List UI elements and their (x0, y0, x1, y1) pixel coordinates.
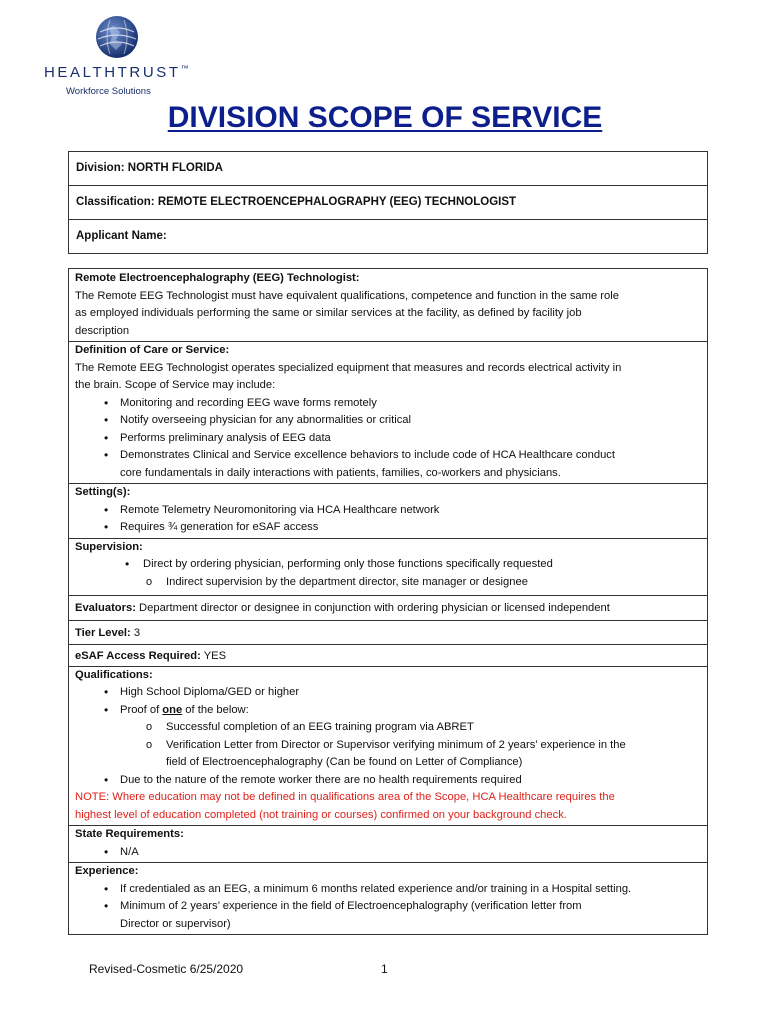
role-text-line: description (75, 324, 130, 337)
qualifications-section (69, 667, 707, 827)
qualifications-bullet: • Proof of one of the below: (75, 702, 701, 720)
definition-text-line: The Remote EEG Technologist operates specialized equipment that measures and records electrical activity in (75, 361, 622, 374)
experience-bullet-continuation: Director or supervisor) (120, 917, 231, 930)
classification-label: Classification: (76, 196, 155, 208)
applicant-name-label: Applicant Name: (76, 230, 167, 242)
evaluators-value: Department director or designee in conjunction with ordering physician or licensed independent (139, 602, 610, 614)
company-logo (44, 14, 194, 97)
qualifications-heading: Qualifications: (75, 668, 153, 681)
classification-row (69, 186, 707, 220)
revision-date: Revised-Cosmetic 6/25/2020 (89, 962, 244, 976)
tier-level-section (69, 621, 707, 646)
esaf-value: YES (203, 650, 227, 662)
settings-bullet: • Remote Telemetry Neuromonitoring via HCA Healthcare network (75, 502, 701, 520)
definition-bullet: • Demonstrates Clinical and Service excellence behaviors to include code of HCA Healthcare conduct (75, 447, 701, 465)
tier-level-label: Tier Level: (75, 626, 131, 639)
qualifications-bullet: • Due to the nature of the remote worker there are no health requirements required (75, 772, 701, 790)
settings-bullet: • Requires ¾ generation for eSAF access (75, 519, 701, 537)
definition-bullet-continuation: core fundamentals in daily interactions with patients, families, co-workers and physicians. (120, 466, 561, 479)
division-label: Division: (76, 162, 125, 174)
evaluators-section (69, 596, 707, 621)
state-requirements-bullet: • N/A (75, 844, 701, 862)
emphasis-one: one (162, 703, 183, 716)
supervision-bullet: • Direct by ordering physician, performing only those functions specifically requested (75, 556, 701, 574)
experience-bullet: • If credentialed as an EEG, a minimum 6 months related experience and/or training in a Hospital setting. (75, 881, 701, 899)
definition-bullet: • Monitoring and recording EEG wave forms remotely (75, 395, 701, 413)
division-value: NORTH FLORIDA (127, 162, 223, 174)
settings-heading: Setting(s): (75, 486, 131, 498)
page-number: 1 (381, 962, 388, 976)
definition-section (69, 342, 707, 484)
division-row (69, 152, 707, 186)
state-requirements-heading: State Requirements: (75, 828, 184, 840)
education-note: highest level of education completed (not training or courses) confirmed on your background check. (75, 808, 567, 821)
supervision-heading: Supervision: (75, 540, 143, 553)
qualifications-sub-bullet-continuation: field of Electroencephalography (Can be found on Letter of Compliance) (166, 756, 523, 768)
definition-text-line: the brain. Scope of Service may include: (75, 379, 276, 391)
globe-logo-icon (94, 14, 140, 60)
logo-wordmark: HEALTHTRUST™ (44, 64, 189, 81)
qualifications-sub-bullet: o Verification Letter from Director or Supervisor verifying minimum of 2 years’ experience in the (75, 737, 701, 755)
info-table (68, 151, 708, 254)
logo-subtitle: Workforce Solutions (66, 86, 151, 97)
tier-level-value: 3 (133, 626, 141, 639)
definition-bullet: • Performs preliminary analysis of EEG data (75, 430, 701, 448)
role-section (69, 269, 707, 342)
qualifications-bullet: • High School Diploma/GED or higher (75, 684, 701, 702)
role-text-line: The Remote EEG Technologist must have equivalent qualifications, competence and function in the same role (75, 289, 619, 302)
esaf-label: eSAF Access Required: (75, 650, 201, 662)
esaf-section (69, 645, 707, 667)
experience-heading: Experience: (75, 865, 139, 877)
experience-bullet: • Minimum of 2 years’ experience in the field of Electroencephalography (verification letter from (75, 898, 701, 916)
education-note: NOTE: Where education may not be defined in qualifications area of the Scope, HCA Healthcare requires the (75, 791, 615, 803)
scope-table (68, 268, 708, 935)
state-requirements-section (69, 826, 707, 863)
qualifications-sub-bullet: o Successful completion of an EEG training program via ABRET (75, 719, 701, 737)
supervision-sub-bullet: o Indirect supervision by the department director, site manager or designee (75, 574, 701, 592)
definition-heading: Definition of Care or Service: (75, 344, 230, 356)
experience-section (69, 863, 707, 934)
settings-section (69, 484, 707, 539)
classification-value: REMOTE ELECTROENCEPHALOGRAPHY (EEG) TECHNOLOGIST (157, 196, 517, 208)
role-text-line: as employed individuals performing the same or similar services at the facility, as defined by facility job (75, 307, 582, 319)
role-heading: Remote Electroencephalography (EEG) Technologist: (75, 272, 360, 284)
page-title: DIVISION SCOPE OF SERVICE (167, 101, 603, 134)
applicant-name-row (69, 220, 707, 253)
supervision-section (69, 539, 707, 597)
definition-bullet: • Notify overseeing physician for any abnormalities or critical (75, 412, 701, 430)
evaluators-label: Evaluators: (75, 602, 136, 614)
